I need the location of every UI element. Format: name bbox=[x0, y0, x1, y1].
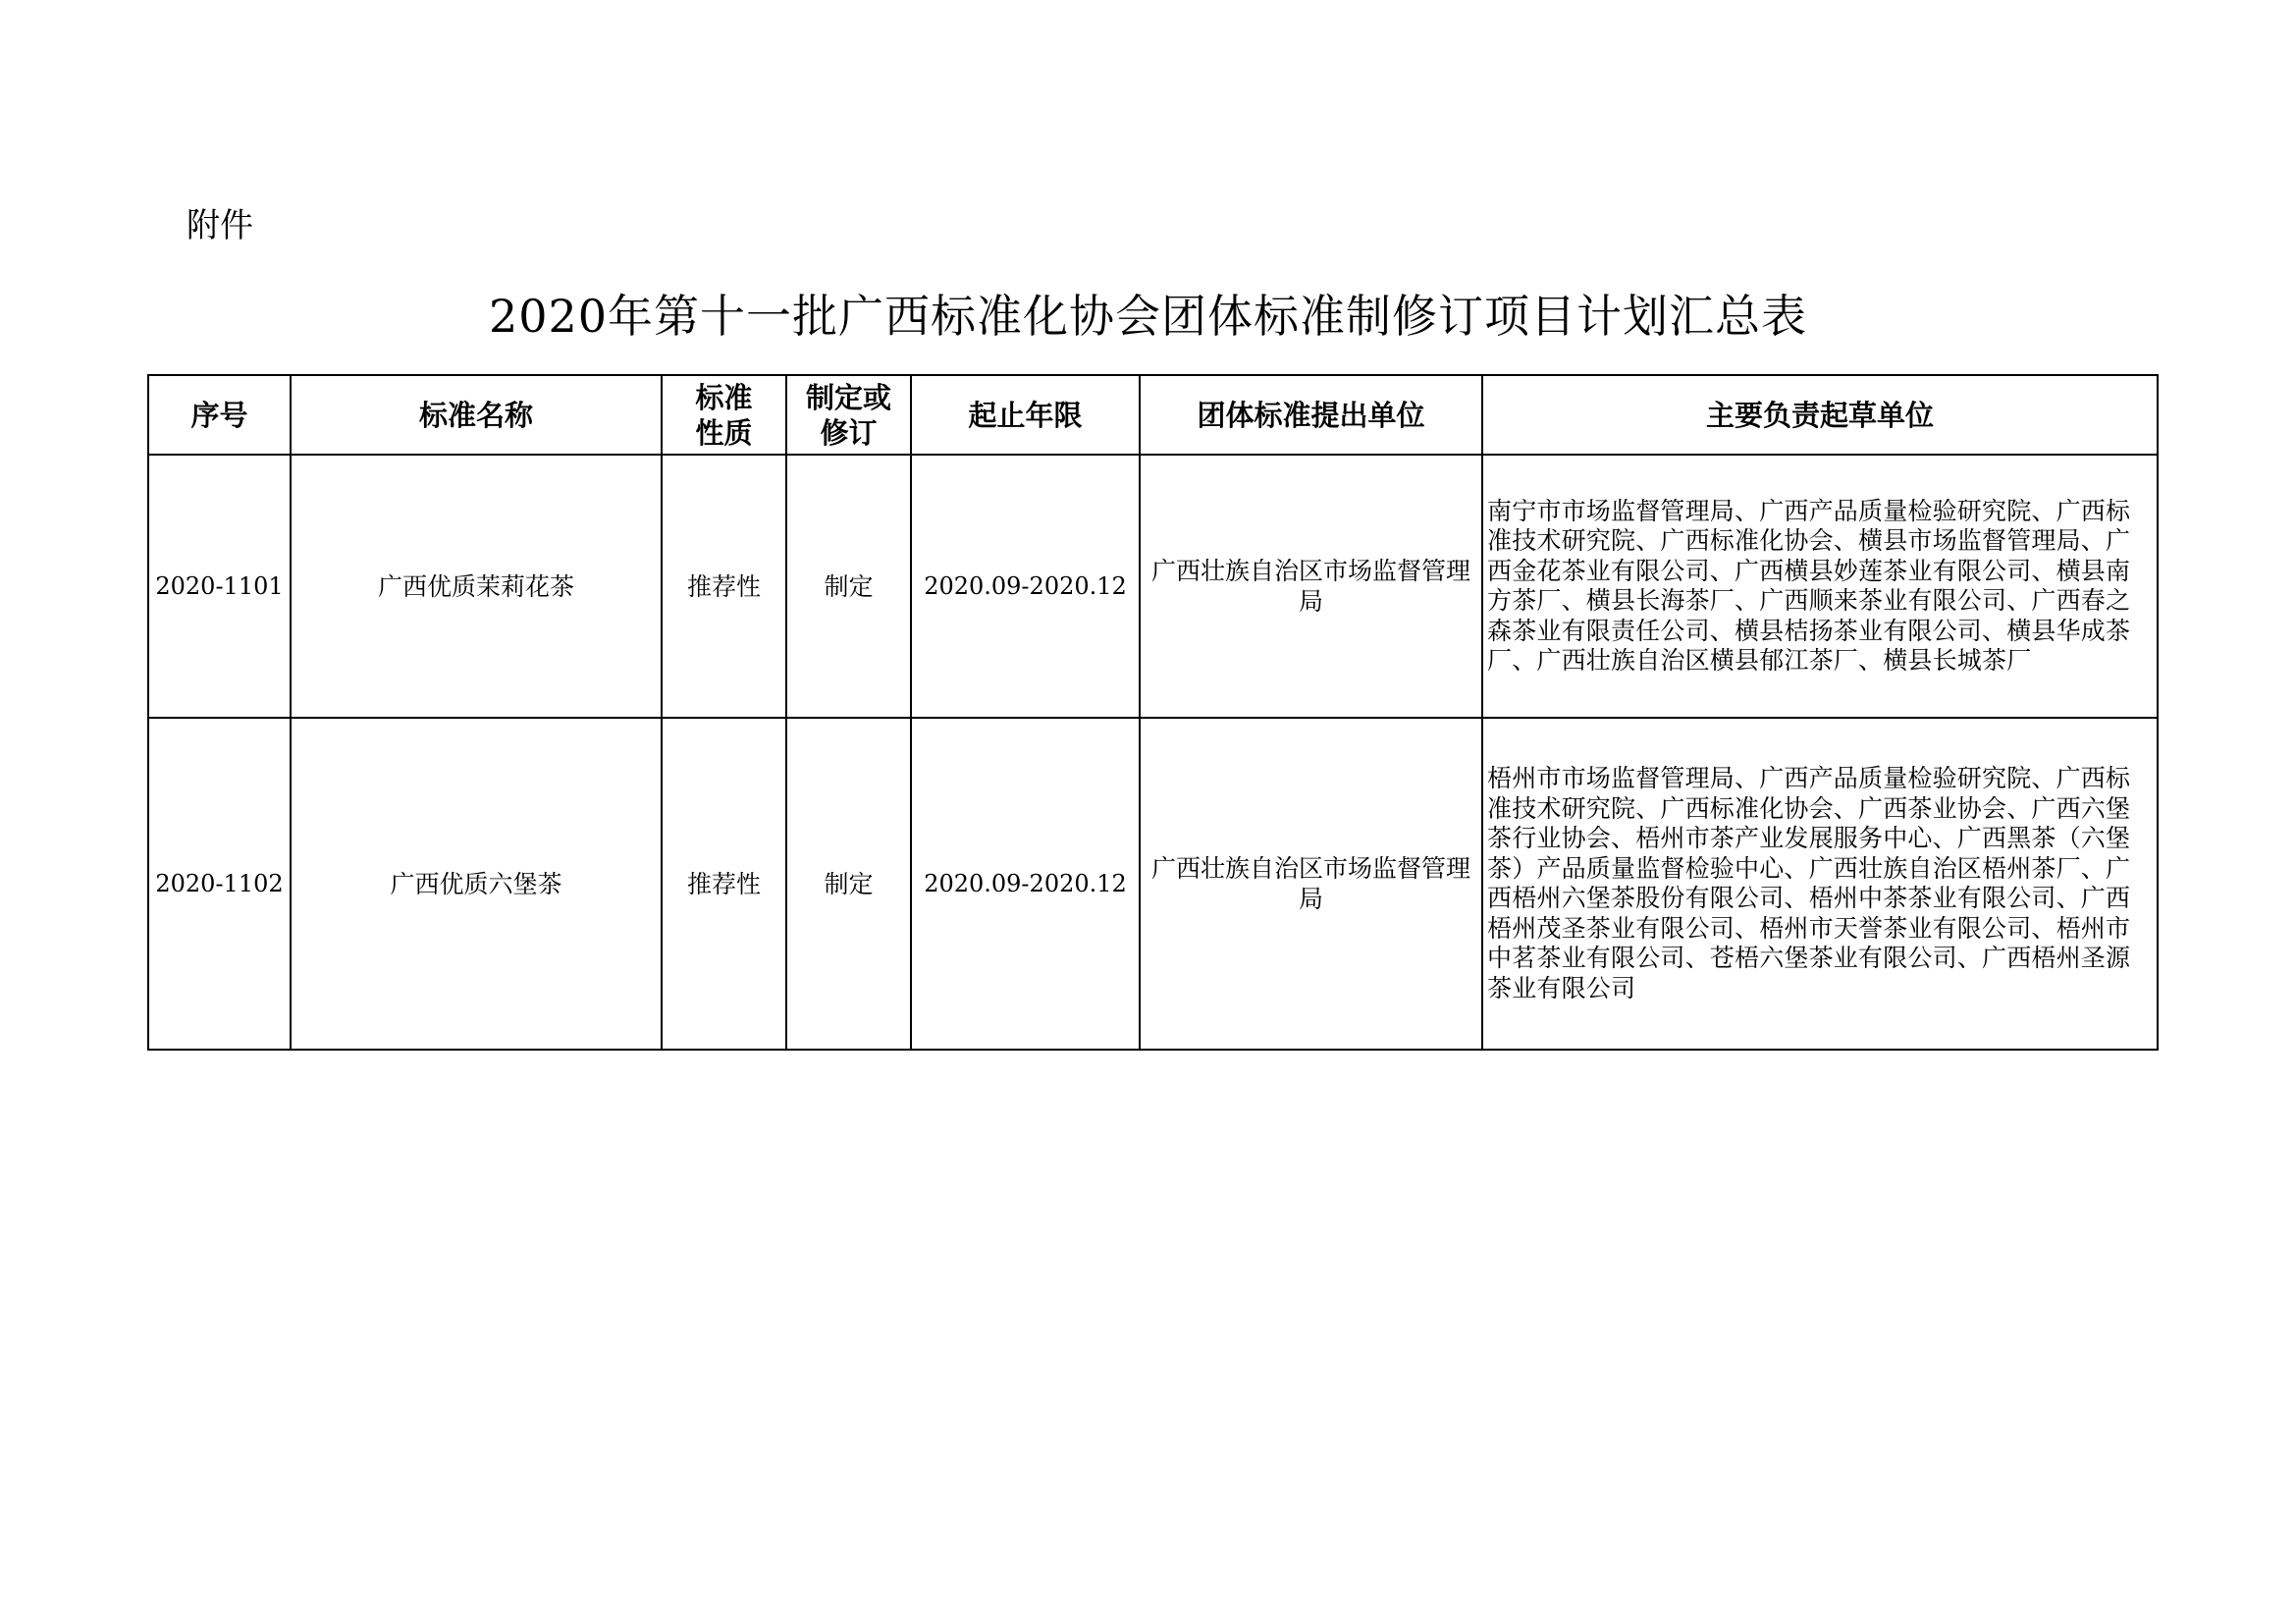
cell-period: 2020.09-2020.12 bbox=[911, 718, 1140, 1050]
cell-standard-name: 广西优质六堡茶 bbox=[291, 718, 662, 1050]
cell-number: 2020-1101 bbox=[148, 455, 291, 718]
header-period: 起止年限 bbox=[911, 375, 1140, 455]
cell-number: 2020-1102 bbox=[148, 718, 291, 1050]
plan-summary-table bbox=[147, 374, 2159, 1051]
cell-nature: 推荐性 bbox=[662, 718, 786, 1050]
header-type bbox=[786, 375, 911, 455]
cell-type: 制定 bbox=[786, 718, 911, 1050]
cell-proposer: 广西壮族自治区市场监督管理局 bbox=[1140, 718, 1482, 1050]
header-standard-name: 标准名称 bbox=[291, 375, 662, 455]
header-number: 序号 bbox=[148, 375, 291, 455]
cell-nature: 推荐性 bbox=[662, 455, 786, 718]
table-row bbox=[148, 455, 2158, 718]
cell-drafters: 梧州市市场监督管理局、广西产品质量检验研究院、广西标准技术研究院、广西标准化协会、广西茶业协会、广西六堡茶行业协会、梧州市茶产业发展服务中心、广西黑茶（六堡茶）产品质量监督检验中心、广西壮族自治区梧州茶厂、广西梧州六堡茶股份有限公司、梧州中茶茶业有限公司、广西梧州茂圣茶业有限公司、梧州市天誉茶业有限公司、梧州市中茗茶业有限公司、苍梧六堡茶业有限公司、广西梧州圣源茶业有限公司 bbox=[1482, 718, 2158, 1050]
cell-period: 2020.09-2020.12 bbox=[911, 455, 1140, 718]
header-proposer: 团体标准提出单位 bbox=[1140, 375, 1482, 455]
cell-standard-name: 广西优质茉莉花茶 bbox=[291, 455, 662, 718]
cell-proposer: 广西壮族自治区市场监督管理局 bbox=[1140, 455, 1482, 718]
table-header-row bbox=[148, 375, 2158, 455]
cell-type: 制定 bbox=[786, 455, 911, 718]
attachment-label: 附件 bbox=[187, 206, 253, 245]
header-drafters: 主要负责起草单位 bbox=[1482, 375, 2158, 455]
table-row bbox=[148, 718, 2158, 1050]
cell-drafters: 南宁市市场监督管理局、广西产品质量检验研究院、广西标准技术研究院、广西标准化协会、横县市场监督管理局、广西金花茶业有限公司、广西横县妙莲茶业有限公司、横县南方茶厂、横县长海茶厂、广西顺来茶业有限公司、广西春之森茶业有限责任公司、横县桔扬茶业有限公司、横县华成茶厂、广西壮族自治区横县郁江茶厂、横县长城茶厂 bbox=[1482, 455, 2158, 718]
document-title: 2020年第十一批广西标准化协会团体标准制修订项目计划汇总表 bbox=[488, 290, 1808, 343]
header-nature-label: 标准性质 bbox=[695, 380, 753, 450]
header-type-label: 制定或修订 bbox=[805, 380, 891, 450]
header-nature bbox=[662, 375, 786, 455]
